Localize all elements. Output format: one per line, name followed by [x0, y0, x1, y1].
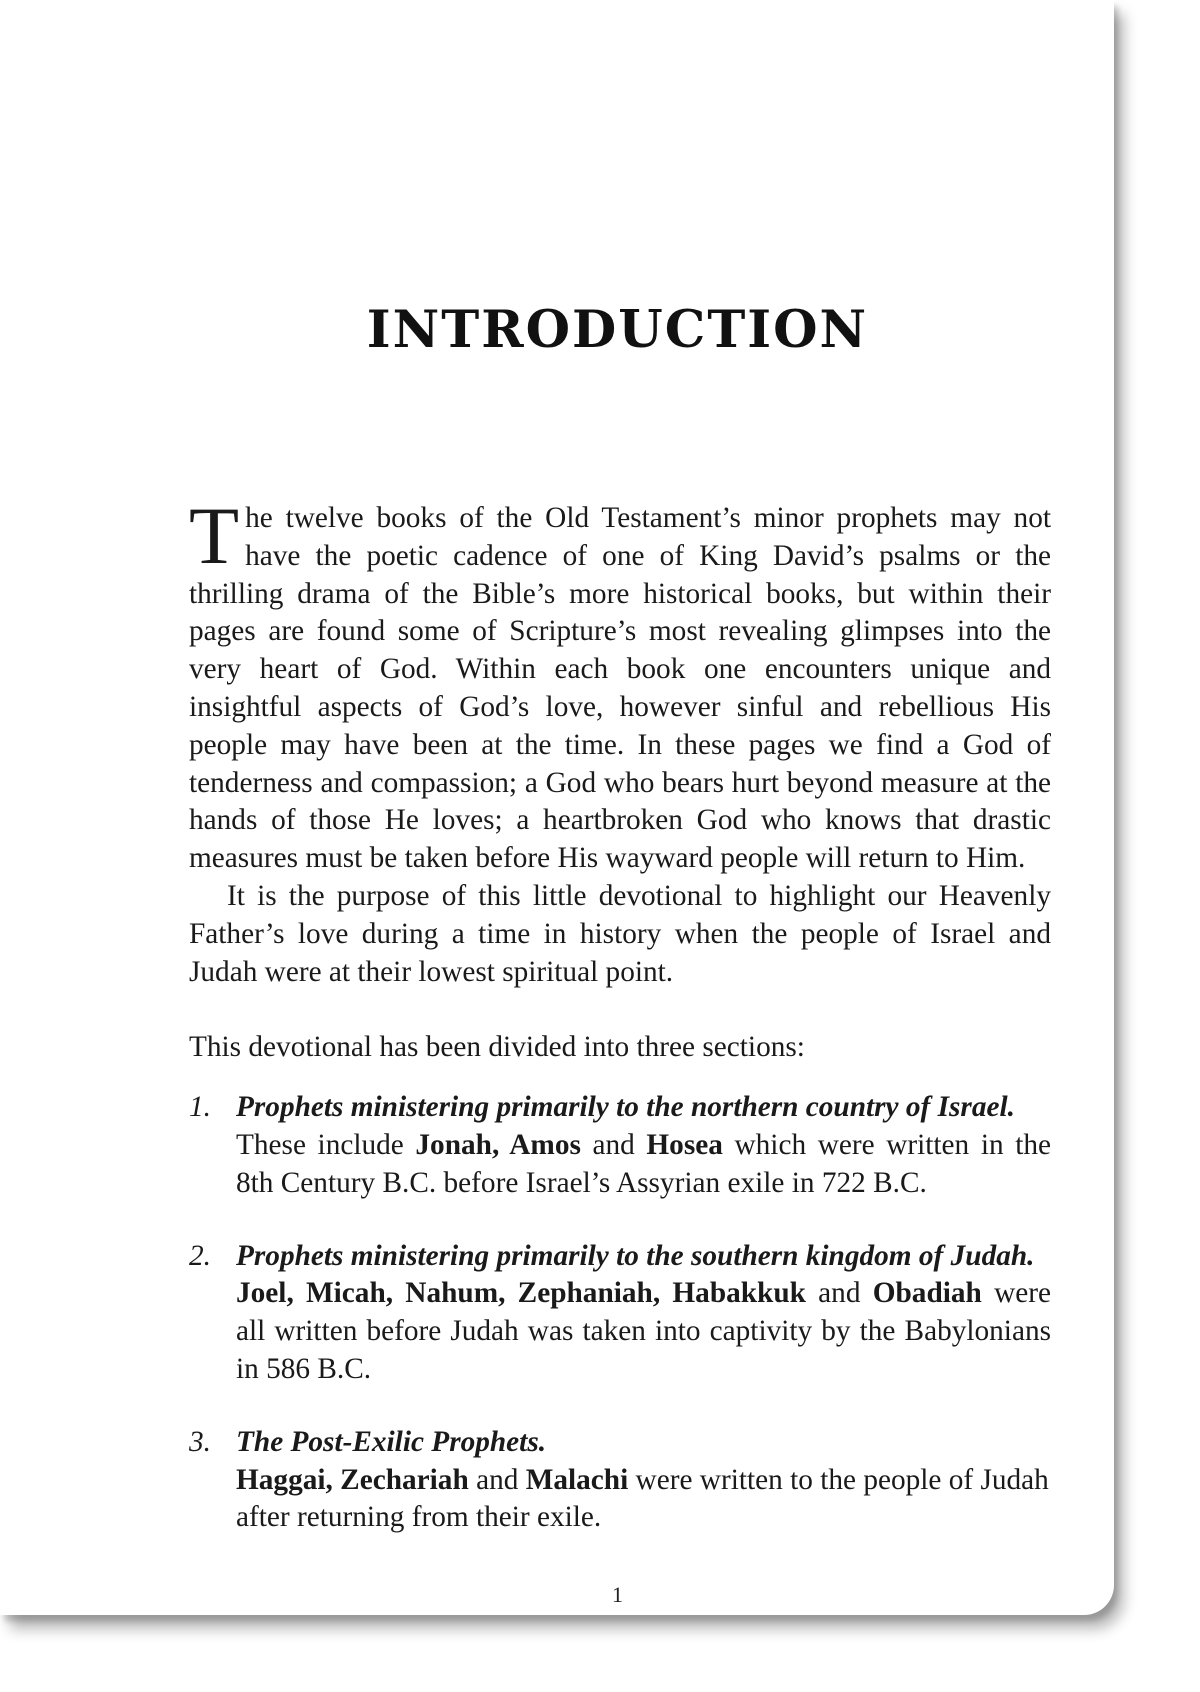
intro-paragraph-1	[189, 490, 1051, 878]
book-names: Hosea	[646, 1128, 723, 1161]
page-number: 1	[612, 1582, 623, 1607]
section-text: and	[805, 1277, 873, 1310]
intro-paragraph-1-text: he twelve books of the Old Testament’s minor prophets may not have the poetic cadence of one of King David’s psalms or the thrilling drama of the Bible’s more historical books, but within their pages are found some of Scripture’s most revealing glimpses into the very heart of God. Within each book one encounters unique and insightful aspects of God’s love, however sinful and rebellious His people may have been at the time. In these pages we find a God of tenderness and compassion; a God who bears hurt beyond measure at the hands of those He loves; a heartbroken God who knows that drastic measures must be taken before His wayward people will return to Him.	[189, 502, 1051, 875]
section-text: which were written in the 8th Century B.C. before Israel’s Assyrian exile in 722 B.C.	[236, 1128, 1051, 1199]
section-item-2	[189, 1238, 1051, 1389]
section-number: 2.	[189, 1239, 211, 1272]
book-names: Obadiah	[872, 1277, 982, 1310]
sections-intro: This devotional has been divided into three sections:	[189, 1031, 805, 1064]
section-text: were written to the people of Judah after returning from their exile.	[236, 1463, 1049, 1534]
sections-list	[189, 1089, 1051, 1537]
section-text: These include	[236, 1128, 416, 1161]
book-names: Haggai, Zechariah	[236, 1463, 469, 1496]
drop-cap: T	[189, 490, 240, 581]
book-names: Malachi	[525, 1463, 629, 1496]
section-number: 1.	[189, 1091, 211, 1124]
book-names: Jonah, Amos	[415, 1128, 581, 1161]
book-names: Joel, Micah, Nahum, Zephaniah, Habakkuk	[236, 1277, 806, 1310]
section-item-1	[189, 1089, 1051, 1202]
body-text	[189, 490, 1051, 1572]
section-item-3	[189, 1424, 1051, 1537]
intro-paragraph-2: It is the purpose of this little devotional to highlight our Heavenly Father’s love during a time in history when the people of Israel and Judah were at their lowest spiritual point.	[189, 879, 1051, 988]
section-text: were all written before Judah was taken into captivity by the Babylonians in 586 B.C.	[236, 1277, 1051, 1385]
section-heading: The Post-Exilic Prophets.	[236, 1425, 547, 1458]
section-number: 3.	[189, 1425, 211, 1458]
section-description	[236, 1462, 1051, 1538]
section-heading: Prophets ministering primarily to the southern kingdom of Judah.	[236, 1239, 1035, 1272]
page-title: INTRODUCTION	[366, 300, 869, 360]
section-heading: Prophets ministering primarily to the northern country of Israel.	[236, 1091, 1015, 1124]
section-description	[236, 1127, 1051, 1203]
section-description	[236, 1275, 1051, 1388]
section-text: and	[468, 1463, 526, 1496]
section-text: and	[580, 1128, 647, 1161]
